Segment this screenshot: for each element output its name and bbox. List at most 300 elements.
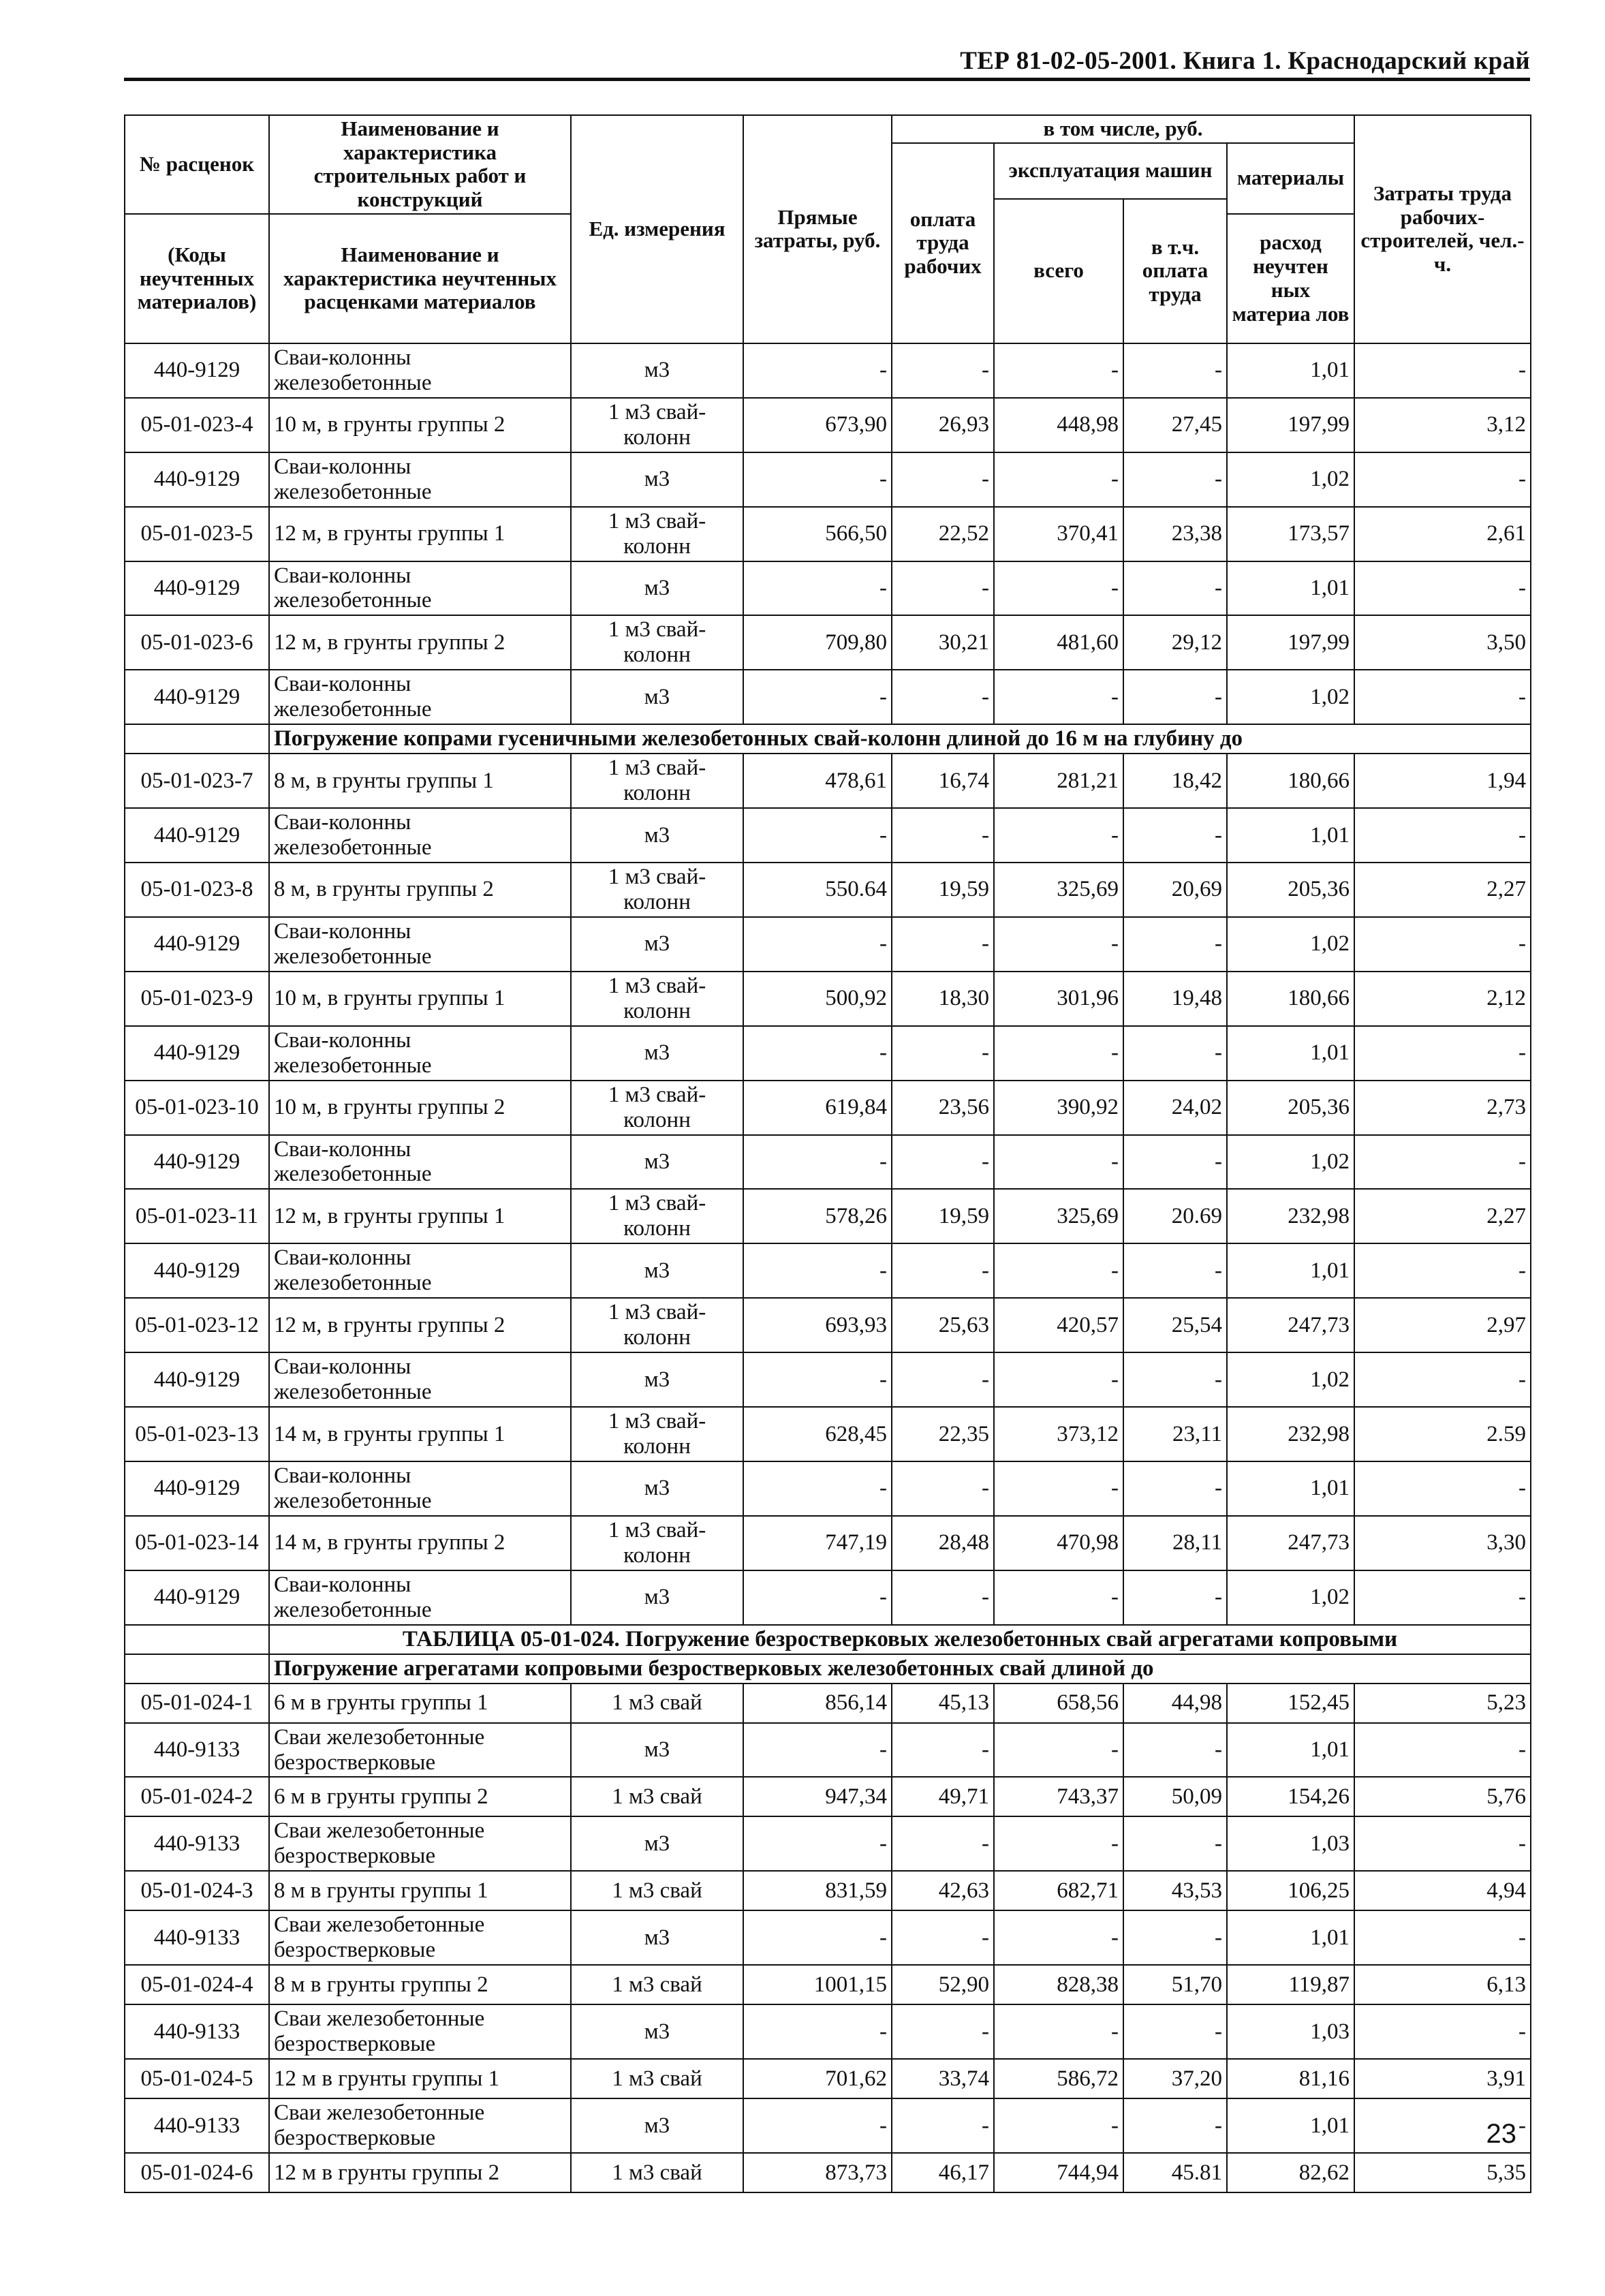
direct-costs-cell: - <box>743 1723 892 1778</box>
rate-row <box>125 507 1531 561</box>
materials-cell: 1,01 <box>1227 2098 1354 2153</box>
name-cell: Сваи-колонны железобетонные <box>269 670 571 724</box>
direct-costs-cell: 578,26 <box>743 1189 892 1243</box>
code-cell: 05-01-023-6 <box>125 615 269 670</box>
labor-cell: 2.59 <box>1354 1407 1531 1461</box>
materials-cell: 1,03 <box>1227 2004 1354 2059</box>
machines-total-cell: 828,38 <box>994 1965 1123 2004</box>
unit-cell: м3 <box>571 670 743 724</box>
materials-cell: 1,03 <box>1227 1816 1354 1871</box>
rate-row <box>125 1965 1531 2004</box>
header-unit: Ед. измерения <box>571 115 743 343</box>
direct-costs-cell: 550.64 <box>743 863 892 917</box>
machines-wages-cell: - <box>1123 808 1227 863</box>
materials-cell: 1,02 <box>1227 917 1354 972</box>
materials-cell: 205,36 <box>1227 863 1354 917</box>
materials-cell: 1,01 <box>1227 1461 1354 1516</box>
code-cell: 440-9129 <box>125 1026 269 1081</box>
name-cell: Сваи-колонны железобетонные <box>269 917 571 972</box>
machines-total-cell: - <box>994 452 1123 507</box>
wages-cell: - <box>892 1570 994 1625</box>
labor-cell: - <box>1354 452 1531 507</box>
labor-cell: - <box>1354 1026 1531 1081</box>
unit-cell: 1 м3 свай-колонн <box>571 754 743 808</box>
materials-cell: 152,45 <box>1227 1684 1354 1723</box>
wages-cell: - <box>892 1461 994 1516</box>
labor-cell: - <box>1354 1352 1531 1407</box>
machines-total-cell: 586,72 <box>994 2059 1123 2098</box>
machines-total-cell: 390,92 <box>994 1081 1123 1135</box>
labor-cell: 2,27 <box>1354 863 1531 917</box>
direct-costs-cell: - <box>743 1910 892 1965</box>
materials-cell: 1,01 <box>1227 1243 1354 1298</box>
header-material-code: (Коды неучтенных материалов) <box>125 214 269 343</box>
labor-cell: 4,94 <box>1354 1871 1531 1910</box>
labor-cell: 2,61 <box>1354 507 1531 561</box>
labor-cell: - <box>1354 1723 1531 1778</box>
name-cell: Сваи-колонны железобетонные <box>269 1243 571 1298</box>
direct-costs-cell: - <box>743 917 892 972</box>
labor-cell: - <box>1354 2098 1531 2153</box>
unit-cell: 1 м3 свай <box>571 1684 743 1723</box>
labor-cell: 2,12 <box>1354 972 1531 1026</box>
material-row <box>125 452 1531 507</box>
machines-wages-cell: - <box>1123 2098 1227 2153</box>
materials-cell: 1,02 <box>1227 1352 1354 1407</box>
unit-cell: м3 <box>571 808 743 863</box>
section-heading-row <box>125 724 1531 754</box>
machines-wages-cell: - <box>1123 452 1227 507</box>
rate-row <box>125 1298 1531 1352</box>
name-cell: Сваи-колонны железобетонные <box>269 808 571 863</box>
labor-cell: 3,30 <box>1354 1516 1531 1570</box>
unit-cell: м3 <box>571 1243 743 1298</box>
unit-cell: 1 м3 свай-колонн <box>571 863 743 917</box>
name-cell: 6 м в грунты группы 1 <box>269 1684 571 1723</box>
code-cell: 440-9129 <box>125 561 269 616</box>
machines-total-cell: 470,98 <box>994 1516 1123 1570</box>
name-cell: 12 м, в грунты группы 2 <box>269 615 571 670</box>
name-cell: Сваи-колонны железобетонные <box>269 1026 571 1081</box>
materials-cell: 180,66 <box>1227 972 1354 1026</box>
header-machines-total: всего <box>994 199 1123 343</box>
wages-cell: 16,74 <box>892 754 994 808</box>
wages-cell: 46,17 <box>892 2153 994 2192</box>
direct-costs-cell: 566,50 <box>743 507 892 561</box>
direct-costs-cell: 709,80 <box>743 615 892 670</box>
name-cell: 6 м в грунты группы 2 <box>269 1777 571 1816</box>
direct-costs-cell: 947,34 <box>743 1777 892 1816</box>
machines-wages-cell: 23,11 <box>1123 1407 1227 1461</box>
direct-costs-cell: - <box>743 561 892 616</box>
wages-cell: 45,13 <box>892 1684 994 1723</box>
header-direct-costs: Прямые затраты, руб. <box>743 115 892 343</box>
machines-wages-cell: 23,38 <box>1123 507 1227 561</box>
wages-cell: - <box>892 1352 994 1407</box>
direct-costs-cell: 693,93 <box>743 1298 892 1352</box>
machines-wages-cell: 37,20 <box>1123 2059 1227 2098</box>
machines-total-cell: 420,57 <box>994 1298 1123 1352</box>
wages-cell: 26,93 <box>892 398 994 452</box>
material-row <box>125 1352 1531 1407</box>
unit-cell: м3 <box>571 1461 743 1516</box>
labor-cell: - <box>1354 1243 1531 1298</box>
wages-cell: 18,30 <box>892 972 994 1026</box>
direct-costs-cell: - <box>743 452 892 507</box>
direct-costs-cell: - <box>743 1026 892 1081</box>
machines-wages-cell: - <box>1123 1135 1227 1190</box>
machines-total-cell: - <box>994 2098 1123 2153</box>
machines-wages-cell: - <box>1123 1723 1227 1778</box>
section-heading-row <box>125 1654 1531 1684</box>
table-title-row <box>125 1625 1531 1654</box>
rate-row <box>125 1684 1531 1723</box>
unit-cell: 1 м3 свай <box>571 1777 743 1816</box>
materials-cell: 247,73 <box>1227 1298 1354 1352</box>
name-cell: 8 м в грунты группы 1 <box>269 1871 571 1910</box>
name-cell: Сваи-колонны железобетонные <box>269 1461 571 1516</box>
code-cell: 440-9129 <box>125 1243 269 1298</box>
unit-cell: м3 <box>571 1910 743 1965</box>
machines-wages-cell: 19,48 <box>1123 972 1227 1026</box>
name-cell: 12 м, в грунты группы 2 <box>269 1298 571 1352</box>
wages-cell: 33,74 <box>892 2059 994 2098</box>
code-cell: 440-9129 <box>125 808 269 863</box>
wages-cell: - <box>892 808 994 863</box>
name-cell: Сваи-колонны железобетонные <box>269 452 571 507</box>
unit-cell: 1 м3 свай <box>571 1871 743 1910</box>
unit-cell: 1 м3 свай-колонн <box>571 507 743 561</box>
labor-cell: 5,76 <box>1354 1777 1531 1816</box>
labor-cell: 5,35 <box>1354 2153 1531 2192</box>
code-cell: 05-01-023-10 <box>125 1081 269 1135</box>
materials-cell: 154,26 <box>1227 1777 1354 1816</box>
code-cell: 05-01-023-9 <box>125 972 269 1026</box>
machines-total-cell: 325,69 <box>994 863 1123 917</box>
rates-table-header <box>125 115 1531 343</box>
labor-cell: - <box>1354 1570 1531 1625</box>
unit-cell: м3 <box>571 1026 743 1081</box>
machines-wages-cell: - <box>1123 670 1227 724</box>
unit-cell: 1 м3 свай <box>571 2153 743 2192</box>
code-cell: 05-01-024-2 <box>125 1777 269 1816</box>
wages-cell: 42,63 <box>892 1871 994 1910</box>
rate-row <box>125 1777 1531 1816</box>
unit-cell: м3 <box>571 2098 743 2153</box>
unit-cell: м3 <box>571 452 743 507</box>
name-cell: 10 м, в грунты группы 2 <box>269 398 571 452</box>
machines-total-cell: 370,41 <box>994 507 1123 561</box>
unit-cell: м3 <box>571 1352 743 1407</box>
labor-cell: 5,23 <box>1354 1684 1531 1723</box>
machines-wages-cell: - <box>1123 1461 1227 1516</box>
materials-cell: 119,87 <box>1227 1965 1354 2004</box>
wages-cell: 28,48 <box>892 1516 994 1570</box>
rate-row <box>125 1516 1531 1570</box>
name-cell: Сваи железобетонные безростверковые <box>269 2098 571 2153</box>
material-row <box>125 1816 1531 1871</box>
wages-cell: - <box>892 670 994 724</box>
name-cell: 12 м, в грунты группы 1 <box>269 1189 571 1243</box>
name-cell: 10 м, в грунты группы 2 <box>269 1081 571 1135</box>
name-cell: 12 м в грунты группы 1 <box>269 2059 571 2098</box>
code-cell: 05-01-023-13 <box>125 1407 269 1461</box>
header-rule <box>124 78 1530 81</box>
wages-cell: - <box>892 2004 994 2059</box>
code-cell: 440-9129 <box>125 1570 269 1625</box>
material-row <box>125 2004 1531 2059</box>
name-cell: 8 м, в грунты группы 2 <box>269 863 571 917</box>
labor-cell: 3,50 <box>1354 615 1531 670</box>
labor-cell: - <box>1354 917 1531 972</box>
unit-cell: м3 <box>571 917 743 972</box>
name-cell: 10 м, в грунты группы 1 <box>269 972 571 1026</box>
machines-wages-cell: 29,12 <box>1123 615 1227 670</box>
wages-cell: - <box>892 343 994 398</box>
labor-cell: - <box>1354 808 1531 863</box>
header-machines: эксплуатация машин <box>994 143 1227 199</box>
materials-cell: 82,62 <box>1227 2153 1354 2192</box>
machines-wages-cell: 18,42 <box>1123 754 1227 808</box>
machines-total-cell: - <box>994 1570 1123 1625</box>
machines-wages-cell: - <box>1123 1243 1227 1298</box>
unit-cell: м3 <box>571 1570 743 1625</box>
rate-row <box>125 1081 1531 1135</box>
material-row <box>125 561 1531 616</box>
labor-cell: 6,13 <box>1354 1965 1531 2004</box>
rate-row <box>125 398 1531 452</box>
machines-total-cell: - <box>994 1816 1123 1871</box>
material-row <box>125 1723 1531 1778</box>
material-row <box>125 1026 1531 1081</box>
direct-costs-cell: - <box>743 1461 892 1516</box>
labor-cell: - <box>1354 1910 1531 1965</box>
machines-total-cell: 744,94 <box>994 2153 1123 2192</box>
machines-wages-cell: - <box>1123 1816 1227 1871</box>
direct-costs-cell: 873,73 <box>743 2153 892 2192</box>
labor-cell: 3,12 <box>1354 398 1531 452</box>
direct-costs-cell: - <box>743 808 892 863</box>
rate-row <box>125 1871 1531 1910</box>
wages-cell: - <box>892 1026 994 1081</box>
machines-wages-cell: 20,69 <box>1123 863 1227 917</box>
labor-cell: 2,73 <box>1354 1081 1531 1135</box>
wages-cell: - <box>892 917 994 972</box>
code-cell: 05-01-023-12 <box>125 1298 269 1352</box>
machines-total-cell: 682,71 <box>994 1871 1123 1910</box>
wages-cell: 30,21 <box>892 615 994 670</box>
machines-total-cell: - <box>994 917 1123 972</box>
header-materials: материалы <box>1227 143 1354 214</box>
code-cell: 05-01-024-5 <box>125 2059 269 2098</box>
materials-cell: 197,99 <box>1227 615 1354 670</box>
unit-cell: м3 <box>571 561 743 616</box>
materials-cell: 1,02 <box>1227 1570 1354 1625</box>
unit-cell: 1 м3 свай-колонн <box>571 615 743 670</box>
direct-costs-cell: - <box>743 2098 892 2153</box>
labor-cell: 1,94 <box>1354 754 1531 808</box>
materials-cell: 197,99 <box>1227 398 1354 452</box>
code-cell: 440-9129 <box>125 1461 269 1516</box>
machines-wages-cell: 51,70 <box>1123 1965 1227 2004</box>
material-row <box>125 1243 1531 1298</box>
direct-costs-cell: - <box>743 1135 892 1190</box>
machines-total-cell: - <box>994 1243 1123 1298</box>
direct-costs-cell: - <box>743 343 892 398</box>
machines-wages-cell: 28,11 <box>1123 1516 1227 1570</box>
machines-wages-cell: - <box>1123 917 1227 972</box>
machines-wages-cell: - <box>1123 1910 1227 1965</box>
labor-cell: - <box>1354 1135 1531 1190</box>
section-spacer-cell <box>125 1654 269 1684</box>
materials-cell: 232,98 <box>1227 1407 1354 1461</box>
unit-cell: м3 <box>571 1816 743 1871</box>
unit-cell: м3 <box>571 2004 743 2059</box>
direct-costs-cell: 628,45 <box>743 1407 892 1461</box>
header-machines-wages: в т.ч. оплата труда <box>1123 199 1227 343</box>
header-wages: оплата труда рабочих <box>892 143 994 343</box>
rates-table <box>124 114 1531 2193</box>
name-cell: 8 м в грунты группы 2 <box>269 1965 571 2004</box>
material-row <box>125 917 1531 972</box>
material-row <box>125 1135 1531 1190</box>
header-materials-unaccounted: расход неучтен ных материа лов <box>1227 214 1354 343</box>
labor-cell: 2,97 <box>1354 1298 1531 1352</box>
machines-total-cell: - <box>994 561 1123 616</box>
wages-cell: 19,59 <box>892 863 994 917</box>
labor-cell: 2,27 <box>1354 1189 1531 1243</box>
labor-cell: - <box>1354 1461 1531 1516</box>
unit-cell: 1 м3 свай-колонн <box>571 1407 743 1461</box>
name-cell: 14 м, в грунты группы 1 <box>269 1407 571 1461</box>
document-header-title: ТЕР 81-02-05-2001. Книга 1. Краснодарский край <box>960 47 1530 75</box>
machines-total-cell: - <box>994 1723 1123 1778</box>
machines-total-cell: 658,56 <box>994 1684 1123 1723</box>
code-cell: 05-01-023-8 <box>125 863 269 917</box>
materials-cell: 81,16 <box>1227 2059 1354 2098</box>
unit-cell: 1 м3 свай-колонн <box>571 1081 743 1135</box>
rate-row <box>125 1189 1531 1243</box>
machines-total-cell: 373,12 <box>994 1407 1123 1461</box>
machines-wages-cell: 45.81 <box>1123 2153 1227 2192</box>
materials-cell: 1,01 <box>1227 1723 1354 1778</box>
labor-cell: 3,91 <box>1354 2059 1531 2098</box>
materials-cell: 1,01 <box>1227 561 1354 616</box>
machines-total-cell: 301,96 <box>994 972 1123 1026</box>
materials-cell: 205,36 <box>1227 1081 1354 1135</box>
material-row <box>125 1461 1531 1516</box>
rate-row <box>125 2059 1531 2098</box>
wages-cell: 22,35 <box>892 1407 994 1461</box>
unit-cell: м3 <box>571 343 743 398</box>
machines-wages-cell: 20.69 <box>1123 1189 1227 1243</box>
wages-cell: - <box>892 1910 994 1965</box>
code-cell: 440-9133 <box>125 1816 269 1871</box>
unit-cell: м3 <box>571 1723 743 1778</box>
materials-cell: 1,02 <box>1227 670 1354 724</box>
direct-costs-cell: - <box>743 1570 892 1625</box>
code-cell: 440-9129 <box>125 452 269 507</box>
section-spacer-cell <box>125 1625 269 1654</box>
machines-wages-cell: 24,02 <box>1123 1081 1227 1135</box>
unit-cell: 1 м3 свай <box>571 1965 743 2004</box>
direct-costs-cell: - <box>743 1243 892 1298</box>
code-cell: 05-01-024-6 <box>125 2153 269 2192</box>
unit-cell: 1 м3 свай <box>571 2059 743 2098</box>
wages-cell: 52,90 <box>892 1965 994 2004</box>
wages-cell: - <box>892 1723 994 1778</box>
machines-total-cell: - <box>994 808 1123 863</box>
table-title: ТАБЛИЦА 05-01-024. Погружение безростверковых железобетонных свай агрегатами копровыми <box>269 1625 1531 1654</box>
wages-cell: - <box>892 1816 994 1871</box>
machines-wages-cell: 25,54 <box>1123 1298 1227 1352</box>
materials-cell: 106,25 <box>1227 1871 1354 1910</box>
name-cell: Сваи-колонны железобетонные <box>269 1135 571 1190</box>
materials-cell: 180,66 <box>1227 754 1354 808</box>
section-spacer-cell <box>125 724 269 754</box>
code-cell: 440-9129 <box>125 343 269 398</box>
header-work-name: Наименование и характеристика строительных работ и конструкций <box>269 115 571 214</box>
code-cell: 05-01-023-5 <box>125 507 269 561</box>
direct-costs-cell: 673,90 <box>743 398 892 452</box>
machines-total-cell: - <box>994 1910 1123 1965</box>
machines-wages-cell: - <box>1123 1352 1227 1407</box>
name-cell: Сваи-колонны железобетонные <box>269 343 571 398</box>
machines-wages-cell: 44,98 <box>1123 1684 1227 1723</box>
rate-row <box>125 615 1531 670</box>
machines-total-cell: - <box>994 1135 1123 1190</box>
direct-costs-cell: 747,19 <box>743 1516 892 1570</box>
unit-cell: 1 м3 свай-колонн <box>571 1516 743 1570</box>
labor-cell: - <box>1354 670 1531 724</box>
code-cell: 440-9129 <box>125 1135 269 1190</box>
name-cell: Сваи железобетонные безростверковые <box>269 1910 571 1965</box>
name-cell: 14 м, в грунты группы 2 <box>269 1516 571 1570</box>
wages-cell: 22,52 <box>892 507 994 561</box>
code-cell: 440-9133 <box>125 1910 269 1965</box>
name-cell: Сваи-колонны железобетонные <box>269 1570 571 1625</box>
machines-total-cell: 281,21 <box>994 754 1123 808</box>
wages-cell: - <box>892 452 994 507</box>
code-cell: 05-01-023-14 <box>125 1516 269 1570</box>
machines-total-cell: 448,98 <box>994 398 1123 452</box>
code-cell: 440-9129 <box>125 670 269 724</box>
direct-costs-cell: 478,61 <box>743 754 892 808</box>
page-number: 23 <box>1486 2119 1516 2149</box>
code-cell: 440-9129 <box>125 1352 269 1407</box>
machines-wages-cell: - <box>1123 1570 1227 1625</box>
unit-cell: 1 м3 свай-колонн <box>571 972 743 1026</box>
direct-costs-cell: 831,59 <box>743 1871 892 1910</box>
name-cell: 12 м, в грунты группы 1 <box>269 507 571 561</box>
materials-cell: 247,73 <box>1227 1516 1354 1570</box>
rates-table-body <box>125 343 1531 2192</box>
code-cell: 440-9133 <box>125 2004 269 2059</box>
machines-total-cell: 481,60 <box>994 615 1123 670</box>
rate-row <box>125 2153 1531 2192</box>
labor-cell: - <box>1354 1816 1531 1871</box>
machines-total-cell: - <box>994 670 1123 724</box>
unit-cell: 1 м3 свай-колонн <box>571 398 743 452</box>
direct-costs-cell: - <box>743 1816 892 1871</box>
wages-cell: - <box>892 1135 994 1190</box>
code-cell: 05-01-024-4 <box>125 1965 269 2004</box>
machines-total-cell: - <box>994 1352 1123 1407</box>
wages-cell: 23,56 <box>892 1081 994 1135</box>
materials-cell: 173,57 <box>1227 507 1354 561</box>
wages-cell: 25,63 <box>892 1298 994 1352</box>
name-cell: 8 м, в грунты группы 1 <box>269 754 571 808</box>
